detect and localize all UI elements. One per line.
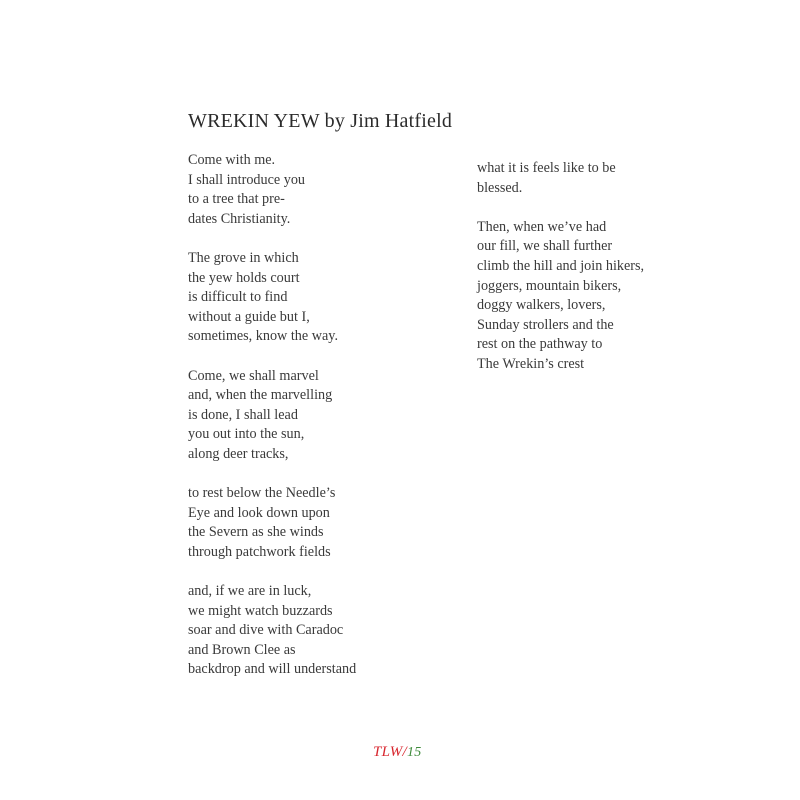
stanza: [188, 582, 448, 680]
poem-line: backdrop and will understand: [188, 661, 357, 678]
poem-line: the Severn as she winds: [188, 524, 324, 541]
poem-line: and, when the marvelling: [188, 387, 333, 404]
publication-mark: TLW/: [373, 744, 407, 760]
stanza: [188, 367, 448, 465]
poem-line: and Brown Clee as: [188, 641, 296, 658]
poem-line: The grove in which: [188, 249, 299, 266]
poem-line: is difficult to find: [188, 289, 288, 306]
poem-line: Come, we shall marvel: [188, 367, 319, 384]
poem-line: to rest below the Needle’s: [188, 485, 336, 502]
stanza: [188, 249, 448, 347]
poem-line: joggers, mountain bikers,: [477, 277, 622, 294]
poem-line: dates Christianity.: [188, 210, 291, 227]
poem-line: The Wrekin’s crest: [477, 355, 585, 372]
poem-line: Come with me.: [188, 152, 276, 168]
page-number: 15: [407, 745, 422, 760]
stanza: [188, 484, 448, 562]
poem-line: doggy walkers, lovers,: [477, 297, 606, 314]
stanza: [477, 218, 737, 375]
poem-line: what it is feels like to be: [477, 160, 616, 176]
poem-line: to a tree that pre-: [188, 191, 285, 208]
poem-line: Then, when we’ve had: [477, 218, 607, 235]
poem-line: without a guide but I,: [188, 308, 310, 325]
poem-line: you out into the sun,: [188, 426, 305, 443]
poem-line: Sunday strollers and the: [477, 316, 614, 333]
poem-line: through patchwork fields: [188, 543, 331, 560]
page-footer: [373, 744, 422, 761]
poem-right-column: [477, 159, 737, 394]
stanza: [477, 159, 737, 198]
poem-line: blessed.: [477, 179, 523, 196]
poem-line: along deer tracks,: [188, 445, 289, 462]
poem-line: we might watch buzzards: [188, 602, 333, 619]
poem-line: rest on the pathway to: [477, 336, 603, 353]
poem-line: Eye and look down upon: [188, 504, 330, 521]
poem-title: WREKIN YEW by Jim Hatfield: [188, 110, 453, 132]
poem-line: is done, I shall lead: [188, 406, 298, 423]
poem-left-column: [188, 151, 448, 700]
poem-line: I shall introduce you: [188, 171, 306, 188]
poem-line: our fill, we shall further: [477, 238, 613, 255]
poem-line: climb the hill and join hikers,: [477, 257, 645, 274]
poem-line: the yew holds court: [188, 269, 300, 286]
stanza: [188, 151, 448, 229]
poem-line: and, if we are in luck,: [188, 583, 312, 600]
poem-line: sometimes, know the way.: [188, 328, 338, 345]
poem-line: soar and dive with Caradoc: [188, 622, 344, 639]
